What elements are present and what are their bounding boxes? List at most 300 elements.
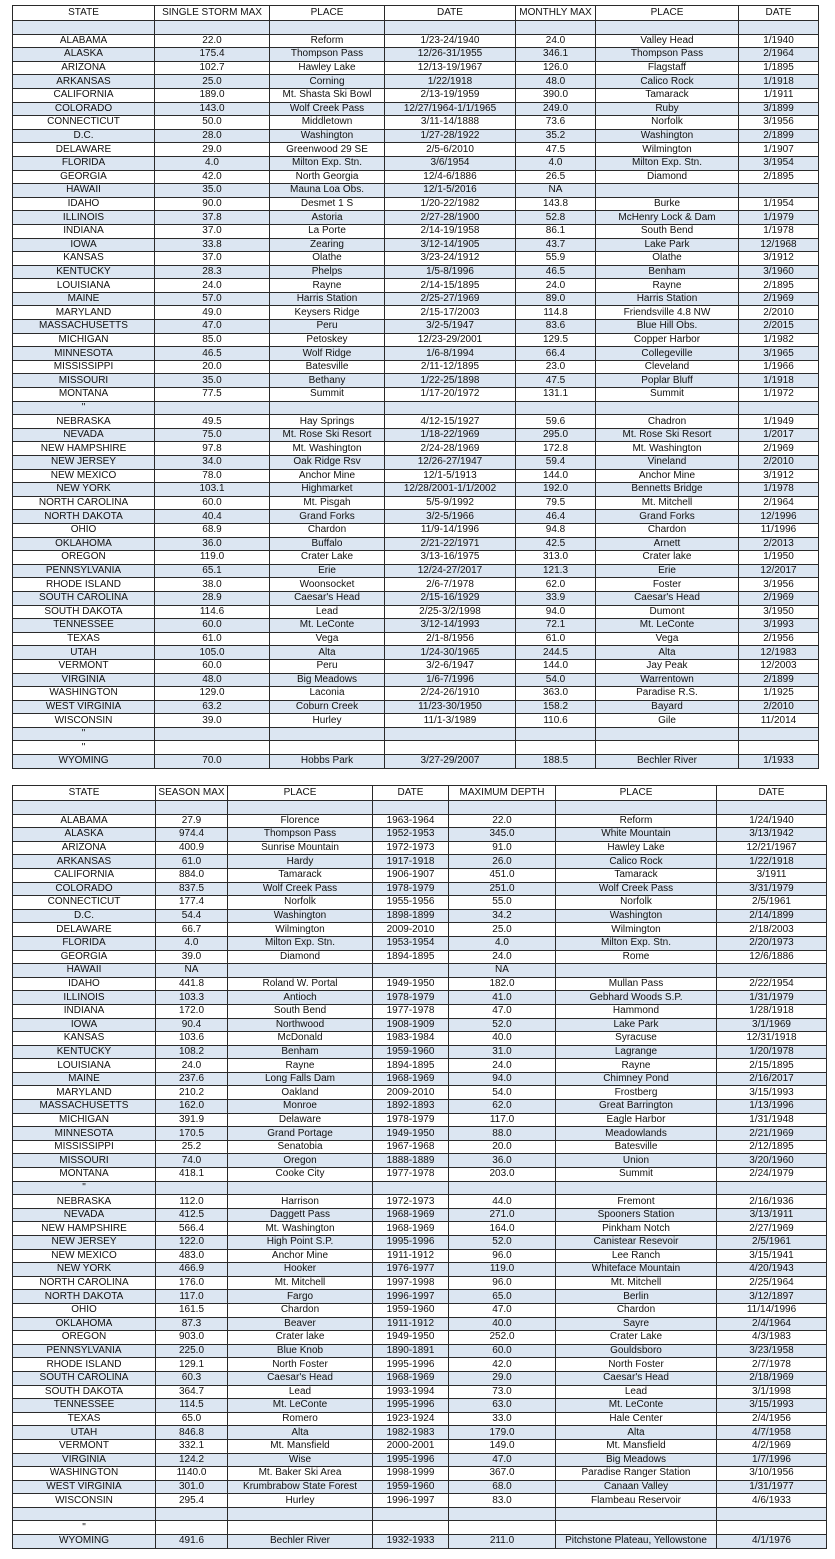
- date-cell: 1998-1999: [373, 1467, 449, 1481]
- value-cell: [516, 727, 596, 741]
- state-cell: UTAH: [13, 646, 155, 660]
- table-row: [13, 102, 819, 116]
- place-cell: Rayne: [556, 1059, 717, 1073]
- value-cell: 46.5: [516, 265, 596, 279]
- date-cell: 2/24-28/1969: [385, 442, 516, 456]
- date-cell: 11/23-30/1950: [385, 700, 516, 714]
- date-cell: 2/15-16/1929: [385, 591, 516, 605]
- value-cell: 47.0: [449, 1303, 556, 1317]
- date-cell: 1/31/1948: [717, 1113, 827, 1127]
- place-cell: Meadowlands: [556, 1127, 717, 1141]
- value-cell: [155, 727, 270, 741]
- state-cell: MARYLAND: [13, 306, 155, 320]
- place-cell: Pitchstone Plateau, Yellowstone: [556, 1535, 717, 1549]
- state-cell: MISSISSIPPI: [13, 1140, 156, 1154]
- date-cell: 3/20/1960: [717, 1154, 827, 1168]
- place-cell: Alta: [556, 1426, 717, 1440]
- date-cell: 1/1907: [739, 143, 819, 157]
- place-cell: Chimney Pond: [556, 1072, 717, 1086]
- place-cell: Sunrise Mountain: [228, 841, 373, 855]
- place-cell: Blue Hill Obs.: [596, 320, 739, 334]
- value-cell: 60.0: [449, 1344, 556, 1358]
- value-cell: 36.0: [155, 537, 270, 551]
- table-row: [13, 320, 819, 334]
- date-cell: 3/1950: [739, 605, 819, 619]
- place-cell: Big Meadows: [270, 673, 385, 687]
- place-cell: Laconia: [270, 687, 385, 701]
- value-cell: 24.0: [155, 279, 270, 293]
- table-row: [13, 88, 819, 102]
- place-cell: Wolf Creek Pass: [556, 882, 717, 896]
- value-cell: 24.0: [449, 950, 556, 964]
- date-cell: 1888-1889: [373, 1154, 449, 1168]
- place-cell: Crater Lake: [556, 1331, 717, 1345]
- date-cell: 3/1965: [739, 347, 819, 361]
- place-cell: Olathe: [596, 252, 739, 266]
- value-cell: [449, 1507, 556, 1521]
- date-cell: 2000-2001: [373, 1439, 449, 1453]
- place-cell: [596, 727, 739, 741]
- place-cell: Whiteface Mountain: [556, 1263, 717, 1277]
- date-cell: 1/1954: [739, 197, 819, 211]
- value-cell: 26.5: [516, 170, 596, 184]
- date-cell: 1/22/1918: [717, 855, 827, 869]
- value-cell: 211.0: [449, 1535, 556, 1549]
- state-cell: NEW JERSEY: [13, 1236, 156, 1250]
- date-cell: 1/27-28/1922: [385, 129, 516, 143]
- value-cell: 29.0: [155, 143, 270, 157]
- date-cell: 2/1964: [739, 48, 819, 62]
- header-state: STATE: [13, 786, 156, 801]
- date-cell: 2/1969: [739, 292, 819, 306]
- date-cell: 12/6/1886: [717, 950, 827, 964]
- date-cell: 1/6-8/1994: [385, 347, 516, 361]
- table-row: [13, 224, 819, 238]
- state-cell: FLORIDA: [13, 156, 155, 170]
- value-cell: 119.0: [449, 1263, 556, 1277]
- table-row: [13, 1059, 827, 1073]
- table-row: [13, 714, 819, 728]
- value-cell: 24.0: [516, 34, 596, 48]
- place-cell: Sayre: [556, 1317, 717, 1331]
- state-cell: [13, 801, 156, 815]
- date-cell: 1894-1895: [373, 950, 449, 964]
- value-cell: [516, 21, 596, 35]
- value-cell: 129.5: [516, 333, 596, 347]
- place-cell: Milton Exp. Stn.: [228, 936, 373, 950]
- value-cell: 62.0: [449, 1100, 556, 1114]
- value-cell: 363.0: [516, 687, 596, 701]
- place-cell: Reform: [556, 814, 717, 828]
- value-cell: 24.0: [516, 279, 596, 293]
- value-cell: 66.4: [516, 347, 596, 361]
- place-cell: [228, 801, 373, 815]
- value-cell: 83.0: [449, 1494, 556, 1508]
- table-row: [13, 1263, 827, 1277]
- value-cell: 451.0: [449, 868, 556, 882]
- table-row: [13, 741, 819, 755]
- value-cell: 97.8: [155, 442, 270, 456]
- date-cell: 2/1964: [739, 496, 819, 510]
- date-cell: 1996-1997: [373, 1290, 449, 1304]
- value-cell: 345.0: [449, 828, 556, 842]
- date-cell: 2/27/1969: [717, 1222, 827, 1236]
- date-cell: 1/7/1996: [717, 1453, 827, 1467]
- value-cell: 34.0: [155, 456, 270, 470]
- value-cell: 332.1: [156, 1439, 228, 1453]
- place-cell: Valley Head: [596, 34, 739, 48]
- date-cell: 1996-1997: [373, 1494, 449, 1508]
- place-cell: Harrison: [228, 1195, 373, 1209]
- value-cell: NA: [449, 964, 556, 978]
- state-cell: MASSACHUSETTS: [13, 1100, 156, 1114]
- date-cell: 1972-1973: [373, 841, 449, 855]
- state-cell: WASHINGTON: [13, 687, 155, 701]
- value-cell: 94.0: [516, 605, 596, 619]
- place-cell: Caesar's Head: [596, 591, 739, 605]
- table-row: [13, 116, 819, 130]
- date-cell: 1/20-22/1982: [385, 197, 516, 211]
- value-cell: 70.0: [155, 755, 270, 769]
- place-cell: Desmet 1 S: [270, 197, 385, 211]
- date-cell: 1978-1979: [373, 1113, 449, 1127]
- place-cell: Washington: [556, 909, 717, 923]
- date-cell: 1/24-30/1965: [385, 646, 516, 660]
- date-cell: 1995-1996: [373, 1453, 449, 1467]
- place-cell: Fargo: [228, 1290, 373, 1304]
- value-cell: 90.0: [155, 197, 270, 211]
- value-cell: 73.0: [449, 1385, 556, 1399]
- value-cell: 1140.0: [156, 1467, 228, 1481]
- date-cell: [373, 801, 449, 815]
- date-cell: 1968-1969: [373, 1371, 449, 1385]
- value-cell: 29.0: [449, 1371, 556, 1385]
- table-row: [13, 252, 819, 266]
- value-cell: 88.0: [449, 1127, 556, 1141]
- date-cell: 2/7/1978: [717, 1358, 827, 1372]
- table-row: [13, 442, 819, 456]
- state-cell: LOUISIANA: [13, 279, 155, 293]
- value-cell: NA: [156, 964, 228, 978]
- place-cell: [556, 801, 717, 815]
- date-cell: 1977-1978: [373, 1168, 449, 1182]
- table-row: [13, 415, 819, 429]
- state-cell: SOUTH DAKOTA: [13, 605, 155, 619]
- value-cell: 466.9: [156, 1263, 228, 1277]
- date-cell: 1995-1996: [373, 1236, 449, 1250]
- date-cell: 11/9-14/1996: [385, 523, 516, 537]
- date-cell: [739, 21, 819, 35]
- date-cell: 1963-1964: [373, 814, 449, 828]
- date-cell: 4/20/1943: [717, 1263, 827, 1277]
- value-cell: 43.7: [516, 238, 596, 252]
- value-cell: 55.9: [516, 252, 596, 266]
- table-row: [13, 1127, 827, 1141]
- table-row: [13, 1371, 827, 1385]
- value-cell: 35.0: [155, 184, 270, 198]
- table-row: [13, 1249, 827, 1263]
- date-cell: 12/26-31/1955: [385, 48, 516, 62]
- date-cell: 1/1978: [739, 224, 819, 238]
- value-cell: 249.0: [516, 102, 596, 116]
- table-row: [13, 923, 827, 937]
- date-cell: 2/4/1964: [717, 1317, 827, 1331]
- date-cell: 12/2017: [739, 564, 819, 578]
- place-cell: Mt. Rose Ski Resort: [596, 428, 739, 442]
- date-cell: 3/2-5/1966: [385, 510, 516, 524]
- table-row: [13, 700, 819, 714]
- table-row: [13, 977, 827, 991]
- place-cell: Frostberg: [556, 1086, 717, 1100]
- value-cell: 44.0: [449, 1195, 556, 1209]
- header-date: DATE: [373, 786, 449, 801]
- value-cell: 48.0: [155, 673, 270, 687]
- state-cell: MICHIGAN: [13, 333, 155, 347]
- table-row: [13, 1072, 827, 1086]
- place-cell: Great Barrington: [556, 1100, 717, 1114]
- state-cell: IOWA: [13, 238, 155, 252]
- header-season-max: SEASON MAX: [156, 786, 228, 801]
- date-cell: 1/6-7/1996: [385, 673, 516, 687]
- state-cell: UTAH: [13, 1426, 156, 1440]
- date-cell: 1/1918: [739, 374, 819, 388]
- place-cell: [270, 727, 385, 741]
- value-cell: 60.0: [155, 496, 270, 510]
- place-cell: Syracuse: [556, 1032, 717, 1046]
- date-cell: 12/23-29/2001: [385, 333, 516, 347]
- date-cell: 2/5/1961: [717, 896, 827, 910]
- date-cell: 3/1911: [717, 868, 827, 882]
- state-cell: VERMONT: [13, 659, 155, 673]
- table-row: [13, 1480, 827, 1494]
- date-cell: 2/21/1969: [717, 1127, 827, 1141]
- place-cell: Diamond: [228, 950, 373, 964]
- date-cell: [373, 1521, 449, 1535]
- place-cell: Mt. Washington: [596, 442, 739, 456]
- place-cell: Roland W. Portal: [228, 977, 373, 991]
- state-cell: SOUTH CAROLINA: [13, 1371, 156, 1385]
- place-cell: Eagle Harbor: [556, 1113, 717, 1127]
- place-cell: Mt. LeConte: [556, 1399, 717, 1413]
- state-cell: NORTH DAKOTA: [13, 510, 155, 524]
- table-row: [13, 483, 819, 497]
- date-cell: 1892-1893: [373, 1100, 449, 1114]
- table-row: [13, 537, 819, 551]
- value-cell: 225.0: [156, 1344, 228, 1358]
- place-cell: Hammond: [556, 1004, 717, 1018]
- date-cell: 3/1/1969: [717, 1018, 827, 1032]
- value-cell: 117.0: [156, 1290, 228, 1304]
- date-cell: 12/21/1967: [717, 841, 827, 855]
- table-row: [13, 238, 819, 252]
- place-cell: Chardon: [556, 1303, 717, 1317]
- state-cell: MARYLAND: [13, 1086, 156, 1100]
- state-cell: RHODE ISLAND: [13, 1358, 156, 1372]
- table-row: [13, 551, 819, 565]
- date-cell: 1/20/1978: [717, 1045, 827, 1059]
- value-cell: 37.0: [155, 224, 270, 238]
- value-cell: 78.0: [155, 469, 270, 483]
- table-row: [13, 1290, 827, 1304]
- value-cell: 90.4: [156, 1018, 228, 1032]
- place-cell: McHenry Lock & Dam: [596, 211, 739, 225]
- place-cell: Benham: [596, 265, 739, 279]
- place-cell: Burke: [596, 197, 739, 211]
- place-cell: Calico Rock: [596, 75, 739, 89]
- place-cell: Mt. Mansfield: [556, 1439, 717, 1453]
- value-cell: 367.0: [449, 1467, 556, 1481]
- place-cell: Zearing: [270, 238, 385, 252]
- state-cell: OHIO: [13, 1303, 156, 1317]
- state-cell: SOUTH DAKOTA: [13, 1385, 156, 1399]
- state-cell: TEXAS: [13, 632, 155, 646]
- date-cell: 2/5-6/2010: [385, 143, 516, 157]
- table-row: [13, 950, 827, 964]
- place-cell: Friendsville 4.8 NW: [596, 306, 739, 320]
- place-cell: Lead: [228, 1385, 373, 1399]
- date-cell: 2/16/2017: [717, 1072, 827, 1086]
- date-cell: 3/31/1979: [717, 882, 827, 896]
- value-cell: [156, 1181, 228, 1195]
- date-cell: 3/23-24/1912: [385, 252, 516, 266]
- date-cell: 1959-1960: [373, 1303, 449, 1317]
- date-cell: 1968-1969: [373, 1222, 449, 1236]
- table-row: [13, 1168, 827, 1182]
- place-cell: Gile: [596, 714, 739, 728]
- place-cell: Middletown: [270, 116, 385, 130]
- value-cell: 50.0: [155, 116, 270, 130]
- date-cell: 2/21-22/1971: [385, 537, 516, 551]
- place-cell: Mauna Loa Obs.: [270, 184, 385, 198]
- date-cell: 2/14-15/1895: [385, 279, 516, 293]
- date-cell: 2/2010: [739, 456, 819, 470]
- place-cell: Crater lake: [596, 551, 739, 565]
- value-cell: 66.7: [156, 923, 228, 937]
- place-cell: Paradise Ranger Station: [556, 1467, 717, 1481]
- value-cell: [516, 741, 596, 755]
- date-cell: 3/10/1956: [717, 1467, 827, 1481]
- state-cell: DELAWARE: [13, 143, 155, 157]
- value-cell: 47.0: [155, 320, 270, 334]
- value-cell: 176.0: [156, 1276, 228, 1290]
- date-cell: 1976-1977: [373, 1263, 449, 1277]
- value-cell: 36.0: [449, 1154, 556, 1168]
- table-row: [13, 48, 819, 62]
- place-cell: High Point S.P.: [228, 1236, 373, 1250]
- date-cell: 1/18-22/1969: [385, 428, 516, 442]
- date-cell: [717, 1507, 827, 1521]
- state-cell: NEW MEXICO: [13, 469, 155, 483]
- date-cell: 3/1912: [739, 469, 819, 483]
- place-cell: Bennetts Bridge: [596, 483, 739, 497]
- value-cell: 46.5: [155, 347, 270, 361]
- value-cell: 117.0: [449, 1113, 556, 1127]
- value-cell: 48.0: [516, 75, 596, 89]
- table-row: [13, 143, 819, 157]
- state-cell: NEW YORK: [13, 1263, 156, 1277]
- state-cell: NORTH CAROLINA: [13, 1276, 156, 1290]
- place-cell: Summit: [596, 388, 739, 402]
- value-cell: 175.4: [155, 48, 270, 62]
- state-cell: WISCONSIN: [13, 714, 155, 728]
- place-cell: Phelps: [270, 265, 385, 279]
- place-cell: Wolf Ridge: [270, 347, 385, 361]
- date-cell: 5/5-9/1992: [385, 496, 516, 510]
- date-cell: [717, 801, 827, 815]
- date-cell: 2/1956: [739, 632, 819, 646]
- value-cell: 20.0: [155, 360, 270, 374]
- date-cell: 2/2015: [739, 320, 819, 334]
- state-cell: MAINE: [13, 1072, 156, 1086]
- date-cell: [385, 741, 516, 755]
- place-cell: Rayne: [270, 279, 385, 293]
- value-cell: [516, 401, 596, 415]
- date-cell: 4/2/1969: [717, 1439, 827, 1453]
- value-cell: 144.0: [516, 469, 596, 483]
- place-cell: Oak Ridge Rsv: [270, 456, 385, 470]
- value-cell: 103.6: [156, 1032, 228, 1046]
- value-cell: 418.1: [156, 1168, 228, 1182]
- state-cell: MINNESOTA: [13, 1127, 156, 1141]
- date-cell: 1/28/1918: [717, 1004, 827, 1018]
- date-cell: 3/2-5/1947: [385, 320, 516, 334]
- state-cell: CONNECTICUT: [13, 896, 156, 910]
- date-cell: [717, 964, 827, 978]
- date-cell: 1917-1918: [373, 855, 449, 869]
- table-row: [13, 374, 819, 388]
- place-cell: Erie: [270, 564, 385, 578]
- place-cell: Mt. LeConte: [228, 1399, 373, 1413]
- place-cell: Hawley Lake: [556, 841, 717, 855]
- place-cell: Alta: [270, 646, 385, 660]
- state-cell: ARKANSAS: [13, 75, 155, 89]
- place-cell: Cooke City: [228, 1168, 373, 1182]
- place-cell: Grand Forks: [270, 510, 385, 524]
- value-cell: 65.0: [156, 1412, 228, 1426]
- value-cell: 25.0: [449, 923, 556, 937]
- value-cell: 35.0: [155, 374, 270, 388]
- value-cell: 105.0: [155, 646, 270, 660]
- date-cell: 1/1933: [739, 755, 819, 769]
- value-cell: 346.1: [516, 48, 596, 62]
- date-cell: 1/1966: [739, 360, 819, 374]
- date-cell: 1953-1954: [373, 936, 449, 950]
- date-cell: 1/23-24/1940: [385, 34, 516, 48]
- place-cell: Gouldsboro: [556, 1344, 717, 1358]
- table-row: [13, 1303, 827, 1317]
- place-cell: Vega: [270, 632, 385, 646]
- place-cell: Astoria: [270, 211, 385, 225]
- table-row: [13, 909, 827, 923]
- value-cell: 73.6: [516, 116, 596, 130]
- date-cell: 1911-1912: [373, 1317, 449, 1331]
- value-cell: 903.0: [156, 1331, 228, 1345]
- date-cell: 2/4/1956: [717, 1412, 827, 1426]
- value-cell: 86.1: [516, 224, 596, 238]
- place-cell: Reform: [270, 34, 385, 48]
- place-cell: Vineland: [596, 456, 739, 470]
- place-cell: Chadron: [596, 415, 739, 429]
- table-row: [13, 646, 819, 660]
- value-cell: 22.0: [449, 814, 556, 828]
- value-cell: 129.0: [155, 687, 270, 701]
- value-cell: 837.5: [156, 882, 228, 896]
- date-cell: 2/1-8/1956: [385, 632, 516, 646]
- place-cell: Mt. Mitchell: [556, 1276, 717, 1290]
- date-cell: [739, 741, 819, 755]
- state-cell: NEBRASKA: [13, 1195, 156, 1209]
- table-row: [13, 156, 819, 170]
